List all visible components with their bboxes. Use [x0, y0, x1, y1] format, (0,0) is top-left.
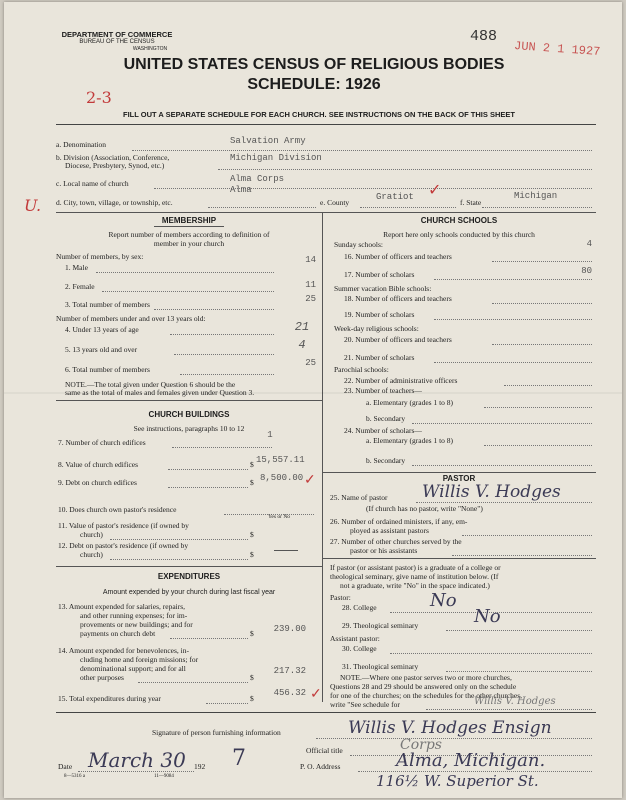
- q5-value: 4: [298, 338, 306, 352]
- q9-label: 9. Debt on church edifices: [58, 478, 137, 487]
- by-sex-label: Number of members, by sex:: [56, 252, 144, 261]
- county-label: e. County: [320, 198, 350, 207]
- form-schedule: SCHEDULE: 1926: [247, 76, 381, 93]
- city-value: Alma: [230, 185, 252, 195]
- q14-label: 14. Amount expended for benevolences, in-: [58, 646, 190, 655]
- q17-label: 17. Number of scholars: [344, 270, 415, 279]
- schools-heading: CHURCH SCHOOLS: [420, 216, 498, 225]
- yes-no-hint: Yes or No: [268, 514, 291, 520]
- local-name-line: [154, 188, 592, 189]
- handwritten-mark: 2-3: [86, 88, 112, 107]
- county-check: ✓: [428, 182, 442, 199]
- q26-line: [462, 535, 592, 536]
- expenditures-intro: Amount expended by your church during last fiscal year: [102, 589, 276, 596]
- assistant-pastor-label: Assistant pastor:: [330, 634, 380, 643]
- q23b-line: [412, 423, 592, 424]
- local-name-value: Alma Corps: [230, 174, 285, 184]
- pastor-note-value: Willis V. Hodges: [474, 696, 556, 707]
- q4-label: 4. Under 13 years of age: [65, 325, 139, 334]
- q12-label: 12. Debt on pastor's residence (if owned by: [58, 541, 189, 550]
- q25-label: 25. Name of pastor: [330, 493, 388, 502]
- q1-label: 1. Male: [65, 263, 88, 272]
- q15-check: ✓: [310, 687, 322, 702]
- q24b-label: b. Secondary: [366, 456, 406, 465]
- summer-label: Summer vacation Bible schools:: [334, 284, 432, 293]
- q11-label-2: church): [80, 530, 103, 539]
- q15-label: 15. Total expenditures during year: [58, 694, 161, 703]
- q25-value: Willis V. Hodges: [422, 482, 561, 502]
- city-label: d. City, town, village, or township, etc.: [56, 198, 173, 207]
- official-title-value: Corps: [400, 737, 442, 753]
- q27-label-2: pastor or his assistants: [350, 546, 418, 555]
- q23a-line: [484, 407, 592, 408]
- q13-dollar: $: [250, 629, 254, 638]
- q16-value: 4: [586, 239, 592, 249]
- received-date-stamp: JUN 2 1 1927: [513, 39, 601, 59]
- pastor-note-1: NOTE.—Where one pastor serves two or more churches,: [340, 673, 512, 682]
- q14-value: 217.32: [273, 666, 306, 676]
- membership-heading-underline: [154, 226, 224, 227]
- q13-label-2: and other running expenses; for im-: [80, 611, 188, 620]
- q6-label: 6. Total number of members: [65, 365, 150, 374]
- q14-label-4: other purposes: [80, 673, 124, 682]
- q18-line: [492, 303, 592, 304]
- q27-label: 27. Number of other churches served by the: [330, 537, 462, 546]
- q30-label: 30. College: [342, 644, 377, 653]
- q9-dollar: $: [250, 478, 254, 487]
- q13-label-4: payments on church debt: [80, 629, 156, 638]
- q15-line: [206, 703, 248, 704]
- bureau-label: BUREAU OF THE CENSUS: [79, 39, 155, 45]
- q3-label: 3. Total number of members: [65, 300, 150, 309]
- q27-line: [452, 555, 592, 556]
- q3-value: 25: [305, 294, 316, 304]
- pastor-rule: [322, 558, 596, 559]
- q7-label: 7. Number of church edifices: [58, 438, 146, 447]
- q9-check: ✓: [304, 473, 316, 488]
- q23b-label: b. Secondary: [366, 414, 406, 423]
- membership-intro: Report number of members according to definition of: [108, 230, 270, 239]
- membership-intro-2: member in your church: [153, 239, 225, 248]
- q6-value: 25: [305, 358, 316, 368]
- body-bottom-rule: [56, 712, 596, 713]
- signature-value: Willis V. Hodges Ensign: [348, 718, 552, 738]
- q18-label: 18. Number of officers and teachers: [344, 294, 452, 303]
- census-schedule-page: [4, 2, 622, 798]
- q29-label: 29. Theological seminary: [342, 621, 419, 630]
- state-label: f. State: [460, 198, 482, 207]
- state-value: Michigan: [514, 191, 558, 201]
- q12-dash: [274, 550, 298, 551]
- q13-line: [170, 638, 248, 639]
- schools-rule: [322, 472, 596, 473]
- q3-line: [154, 309, 274, 310]
- paper-fold: [4, 392, 622, 394]
- q2-value: 11: [305, 280, 316, 290]
- q20-label: 20. Number of officers and teachers: [344, 335, 452, 344]
- q12-label-2: church): [80, 550, 103, 559]
- schedule-number: 488: [470, 28, 498, 45]
- grad-note-2: theological seminary, give name of institution below. (If: [330, 572, 499, 581]
- age-label: Number of members under and over 13 years old:: [56, 314, 206, 323]
- q5-line: [174, 354, 274, 355]
- pastor-sub-label: Pastor:: [330, 593, 351, 602]
- sunday-label: Sunday schools:: [334, 240, 383, 249]
- form-number-2: 11—9084: [154, 774, 174, 779]
- expenditures-heading: EXPENDITURES: [157, 572, 221, 581]
- date-label: Date: [58, 762, 73, 771]
- pastor-note-line: [426, 709, 592, 710]
- city-line: [208, 207, 316, 208]
- header-rule: [56, 124, 596, 125]
- q17-line: [434, 279, 592, 280]
- q19-line: [434, 319, 592, 320]
- po-address-label: P. O. Address: [300, 762, 341, 771]
- margin-mark: U.: [24, 196, 42, 215]
- q11-label: 11. Value of pastor's residence (if owned by: [58, 521, 189, 530]
- q14-dollar: $: [250, 673, 254, 682]
- q15-dollar: $: [250, 694, 254, 703]
- q28-value: No: [430, 590, 457, 611]
- column-divider: [322, 212, 323, 702]
- q4-value: 21: [294, 320, 310, 334]
- q13-label-3: provements or new buildings; and for: [80, 620, 193, 629]
- q29-value: No: [474, 606, 501, 627]
- instructions-banner: FILL OUT A SEPARATE SCHEDULE FOR EACH CHURCH. SEE INSTRUCTIONS ON THE BACK OF THIS SHEET: [123, 110, 515, 119]
- q23-label: 23. Number of teachers—: [344, 386, 422, 395]
- buildings-intro: See instructions, paragraphs 10 to 12: [133, 424, 245, 433]
- q6-line: [180, 374, 274, 375]
- year-value: 7: [232, 746, 246, 771]
- pastor-note-2: Questions 28 and 29 should be answered only on the schedule: [330, 682, 517, 691]
- q14-label-3: denominational support; and for all: [80, 664, 186, 673]
- q15-value: 456.32: [273, 688, 306, 698]
- q2-label: 2. Female: [65, 282, 95, 291]
- q5-label: 5. 13 years old and over: [65, 345, 138, 354]
- grad-note-3: not a graduate, write "No" in the space indicated.): [340, 581, 490, 590]
- q24a-label: a. Elementary (grades 1 to 8): [366, 436, 454, 445]
- q2-line: [102, 291, 274, 292]
- denomination-label: a. Denomination: [56, 140, 106, 149]
- q11-dollar: $: [250, 530, 254, 539]
- parochial-label: Parochial schools:: [334, 365, 389, 374]
- local-name-label: c. Local name of church: [56, 179, 129, 188]
- q14-line: [138, 682, 248, 683]
- q26-label: 26. Number of ordained ministers, if any, em-: [330, 517, 468, 526]
- q9-line: [168, 487, 248, 488]
- pastor-note-4: write "See schedule for: [330, 700, 400, 709]
- denomination-line: [132, 150, 592, 151]
- q11-line: [110, 539, 248, 540]
- official-title-label: Official title: [306, 746, 343, 755]
- membership-rule: [56, 400, 322, 401]
- q20-line: [492, 344, 592, 345]
- q24-label: 24. Number of scholars—: [344, 426, 422, 435]
- q13-label: 13. Amount expended for salaries, repairs,: [58, 602, 186, 611]
- department-label: DEPARTMENT OF COMMERCE: [61, 30, 173, 39]
- q16-line: [492, 261, 592, 262]
- q8-dollar: $: [250, 460, 254, 469]
- division-value: Michigan Division: [230, 153, 322, 163]
- membership-heading: MEMBERSHIP: [161, 216, 217, 225]
- signature-label: Signature of person furnishing information: [152, 728, 281, 737]
- denomination-value: Salvation Army: [230, 136, 306, 146]
- q22-label: 22. Number of administrative officers: [344, 376, 458, 385]
- q16-label: 16. Number of officers and teachers: [344, 252, 452, 261]
- county-line: [360, 207, 456, 208]
- signature-line: [316, 738, 592, 739]
- schools-intro: Report here only schools conducted by this church: [383, 230, 535, 239]
- q28-label: 28. College: [342, 603, 377, 612]
- q7-line: [172, 447, 272, 448]
- buildings-heading: CHURCH BUILDINGS: [148, 410, 230, 419]
- q12-line: [110, 559, 248, 560]
- q24b-line: [412, 465, 592, 466]
- date-value: March 30: [88, 748, 186, 772]
- q8-label: 8. Value of church edifices: [58, 460, 139, 469]
- buildings-rule: [56, 566, 322, 567]
- year-prefix: 192: [194, 762, 206, 771]
- q25-line: [416, 502, 592, 503]
- pastor-note-3: for one of the churches; on the schedules for the other churches,: [330, 691, 523, 700]
- q4-line: [170, 334, 274, 335]
- q8-value: 15,557.11: [256, 455, 305, 465]
- q31-line: [446, 671, 592, 672]
- form-title: UNITED STATES CENSUS OF RELIGIOUS BODIES: [123, 56, 505, 73]
- q9-value: 8,500.00: [260, 473, 304, 483]
- grad-note-1: If pastor (or assistant pastor) is a graduate of a college or: [330, 563, 501, 572]
- q13-value: 239.00: [273, 624, 306, 634]
- q14-label-2: cluding home and foreign missions; for: [80, 655, 199, 664]
- q31-label: 31. Theological seminary: [342, 662, 419, 671]
- q21-line: [434, 362, 592, 363]
- city-label: WASHINGTON: [132, 46, 168, 52]
- q10-label: 10. Does church own pastor's residence: [58, 505, 177, 514]
- q1-line: [96, 272, 274, 273]
- q7-value: 1: [267, 430, 273, 440]
- q19-label: 19. Number of scholars: [344, 310, 415, 319]
- q26-label-2: ployed as assistant pastors: [350, 526, 429, 535]
- q1-value: 14: [305, 255, 316, 265]
- division-line: [218, 169, 592, 170]
- division-label: b. Division (Association, Conference,: [56, 153, 170, 162]
- state-line: [482, 207, 592, 208]
- q12-dollar: $: [250, 550, 254, 559]
- membership-note-2: same as the total of males and females given under Question 3.: [65, 388, 255, 397]
- q30-line: [390, 653, 592, 654]
- q17-value: 80: [581, 266, 592, 276]
- weekday-label: Week-day religious schools:: [334, 324, 419, 333]
- q8-line: [168, 469, 248, 470]
- q21-label: 21. Number of scholars: [344, 353, 415, 362]
- county-value: Gratiot: [376, 192, 414, 202]
- ident-rule: [56, 212, 596, 213]
- division-label-2: Diocese, Presbytery, Synod, etc.): [65, 161, 165, 170]
- membership-note: NOTE.—The total given under Question 6 should be the: [65, 380, 236, 389]
- pastor-heading: PASTOR: [442, 474, 476, 483]
- q22-line: [504, 385, 592, 386]
- form-number: 8—5316 a: [64, 774, 85, 779]
- q23a-label: a. Elementary (grades 1 to 8): [366, 398, 454, 407]
- q25-note: (If church has no pastor, write "None"): [366, 504, 483, 513]
- po-address-value-2: 116½ W. Superior St.: [376, 772, 539, 790]
- q29-line: [446, 630, 592, 631]
- q24a-line: [484, 445, 592, 446]
- po-address-value: Alma, Michigan.: [396, 750, 546, 771]
